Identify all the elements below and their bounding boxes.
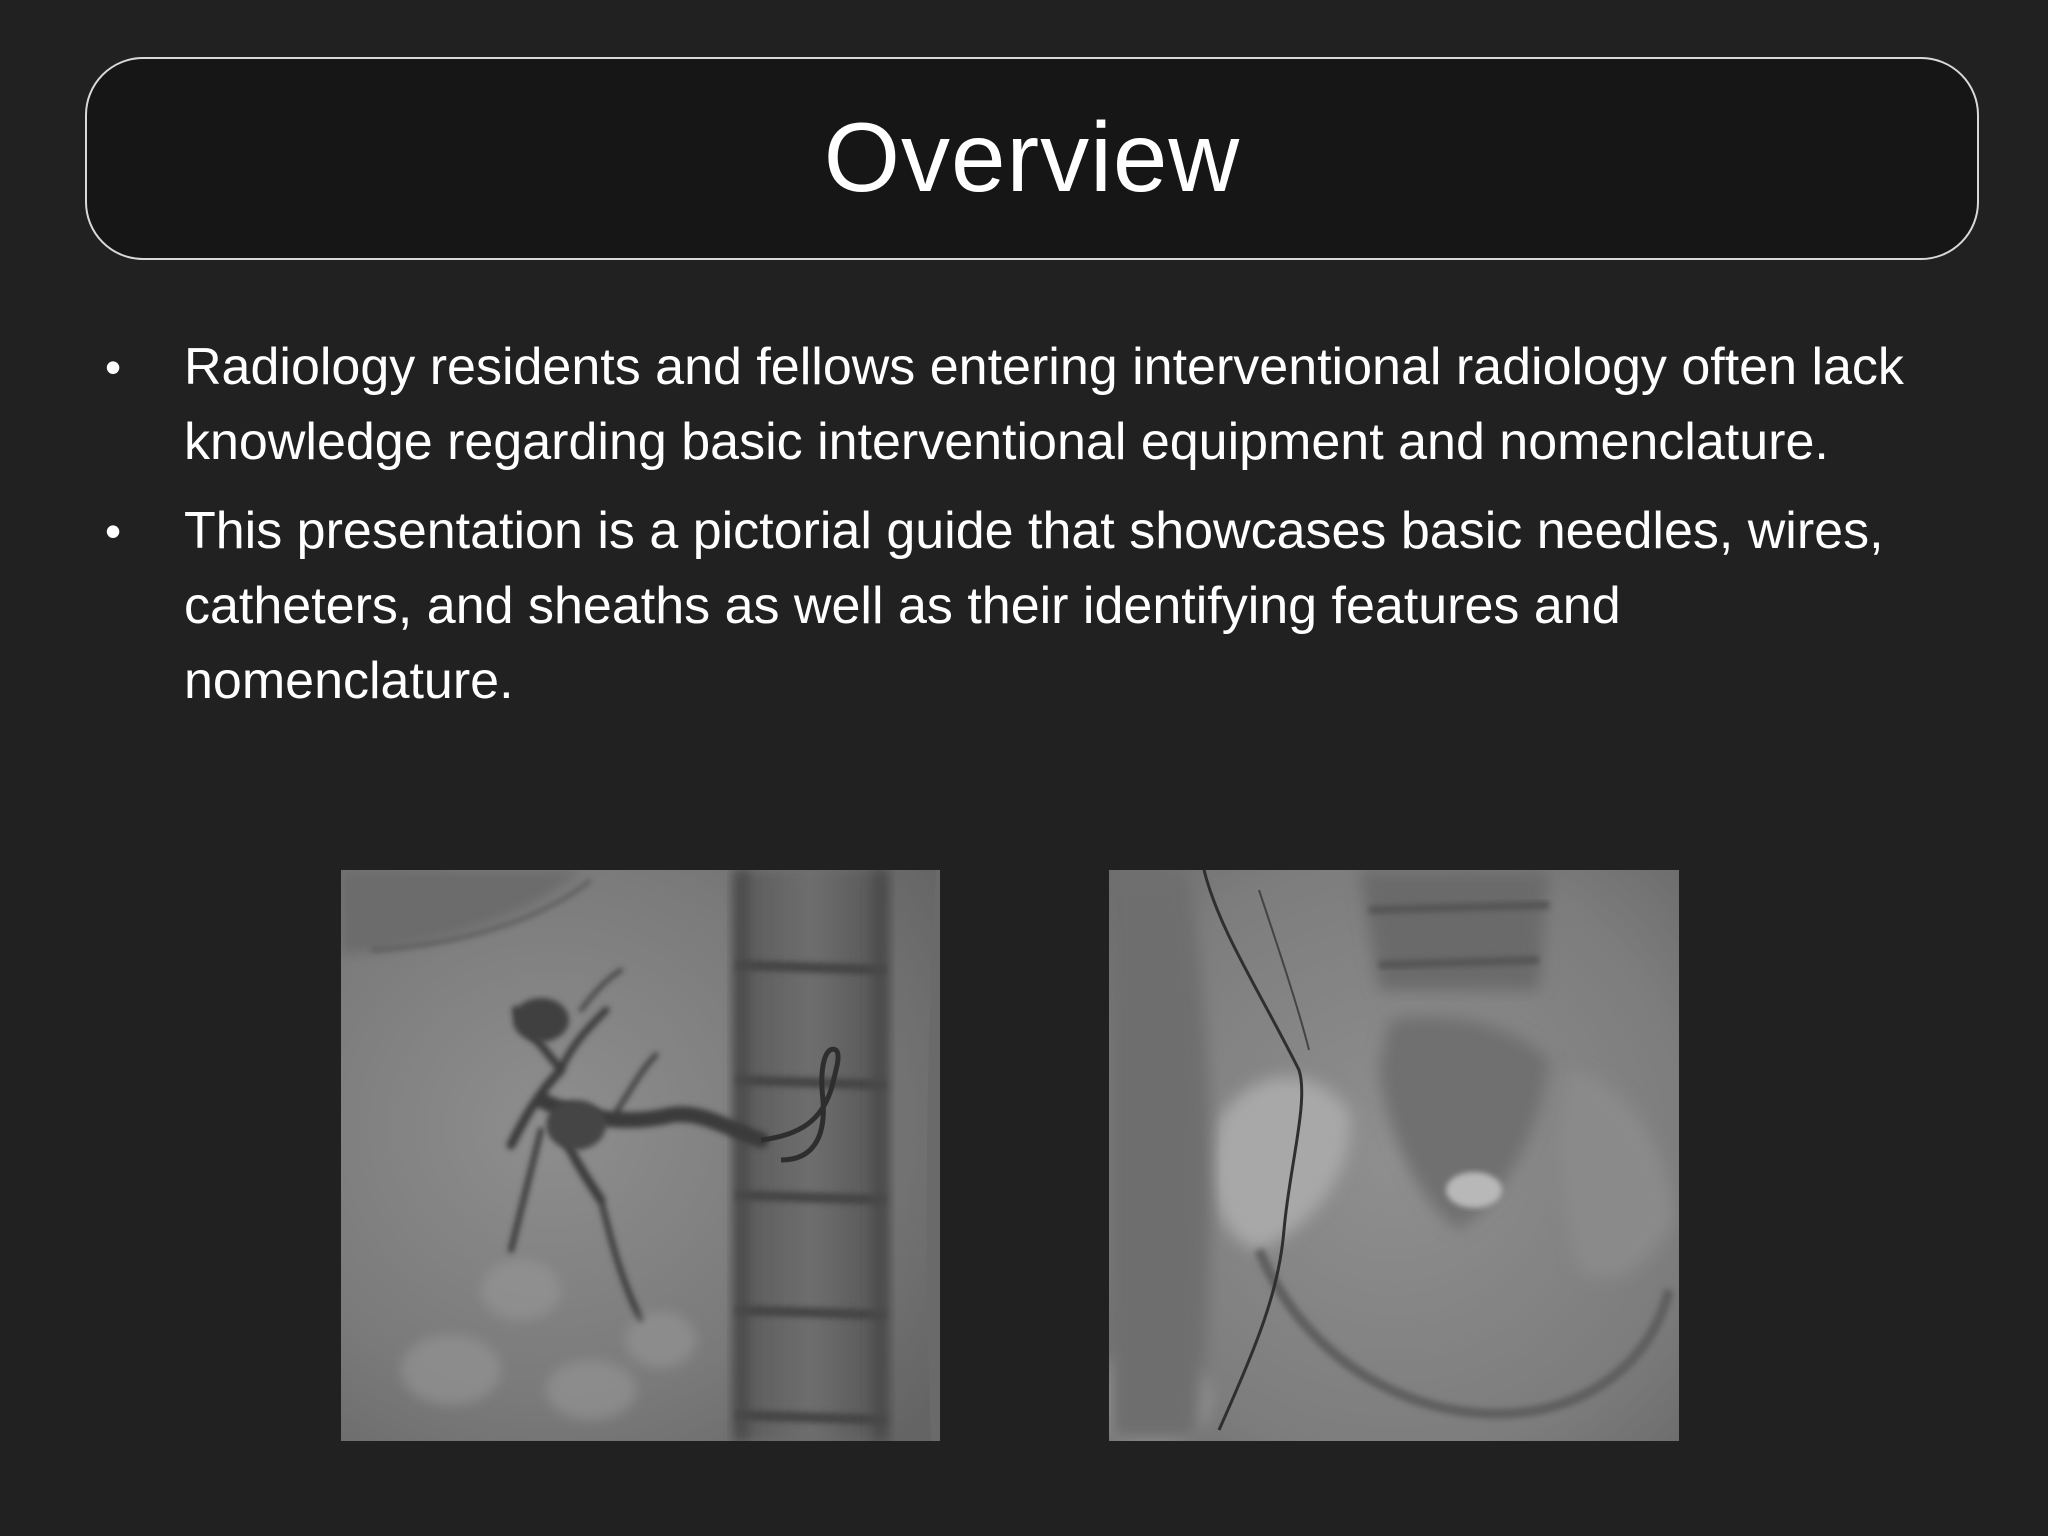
bullet-marker: • [105,505,122,557]
bullet-item [105,330,1935,480]
title-box [85,57,1979,260]
fluoroscopy-biliary-image [341,870,940,1441]
bullet-marker: • [105,341,122,393]
bullet-text: Radiology residents and fellows entering interventional radiology often lack knowledge regarding basic interventional equipment and nomenclature. [184,338,1904,471]
slide-title: Overview [823,101,1241,212]
bullet-text: This presentation is a pictorial guide that showcases basic needles, wires, catheters, and sheaths as well as their identifying features and nomenclature. [184,502,1884,710]
fluoroscopy-pelvis-image [1109,870,1679,1441]
bullet-item [105,494,1935,719]
bullet-list [105,330,1935,733]
